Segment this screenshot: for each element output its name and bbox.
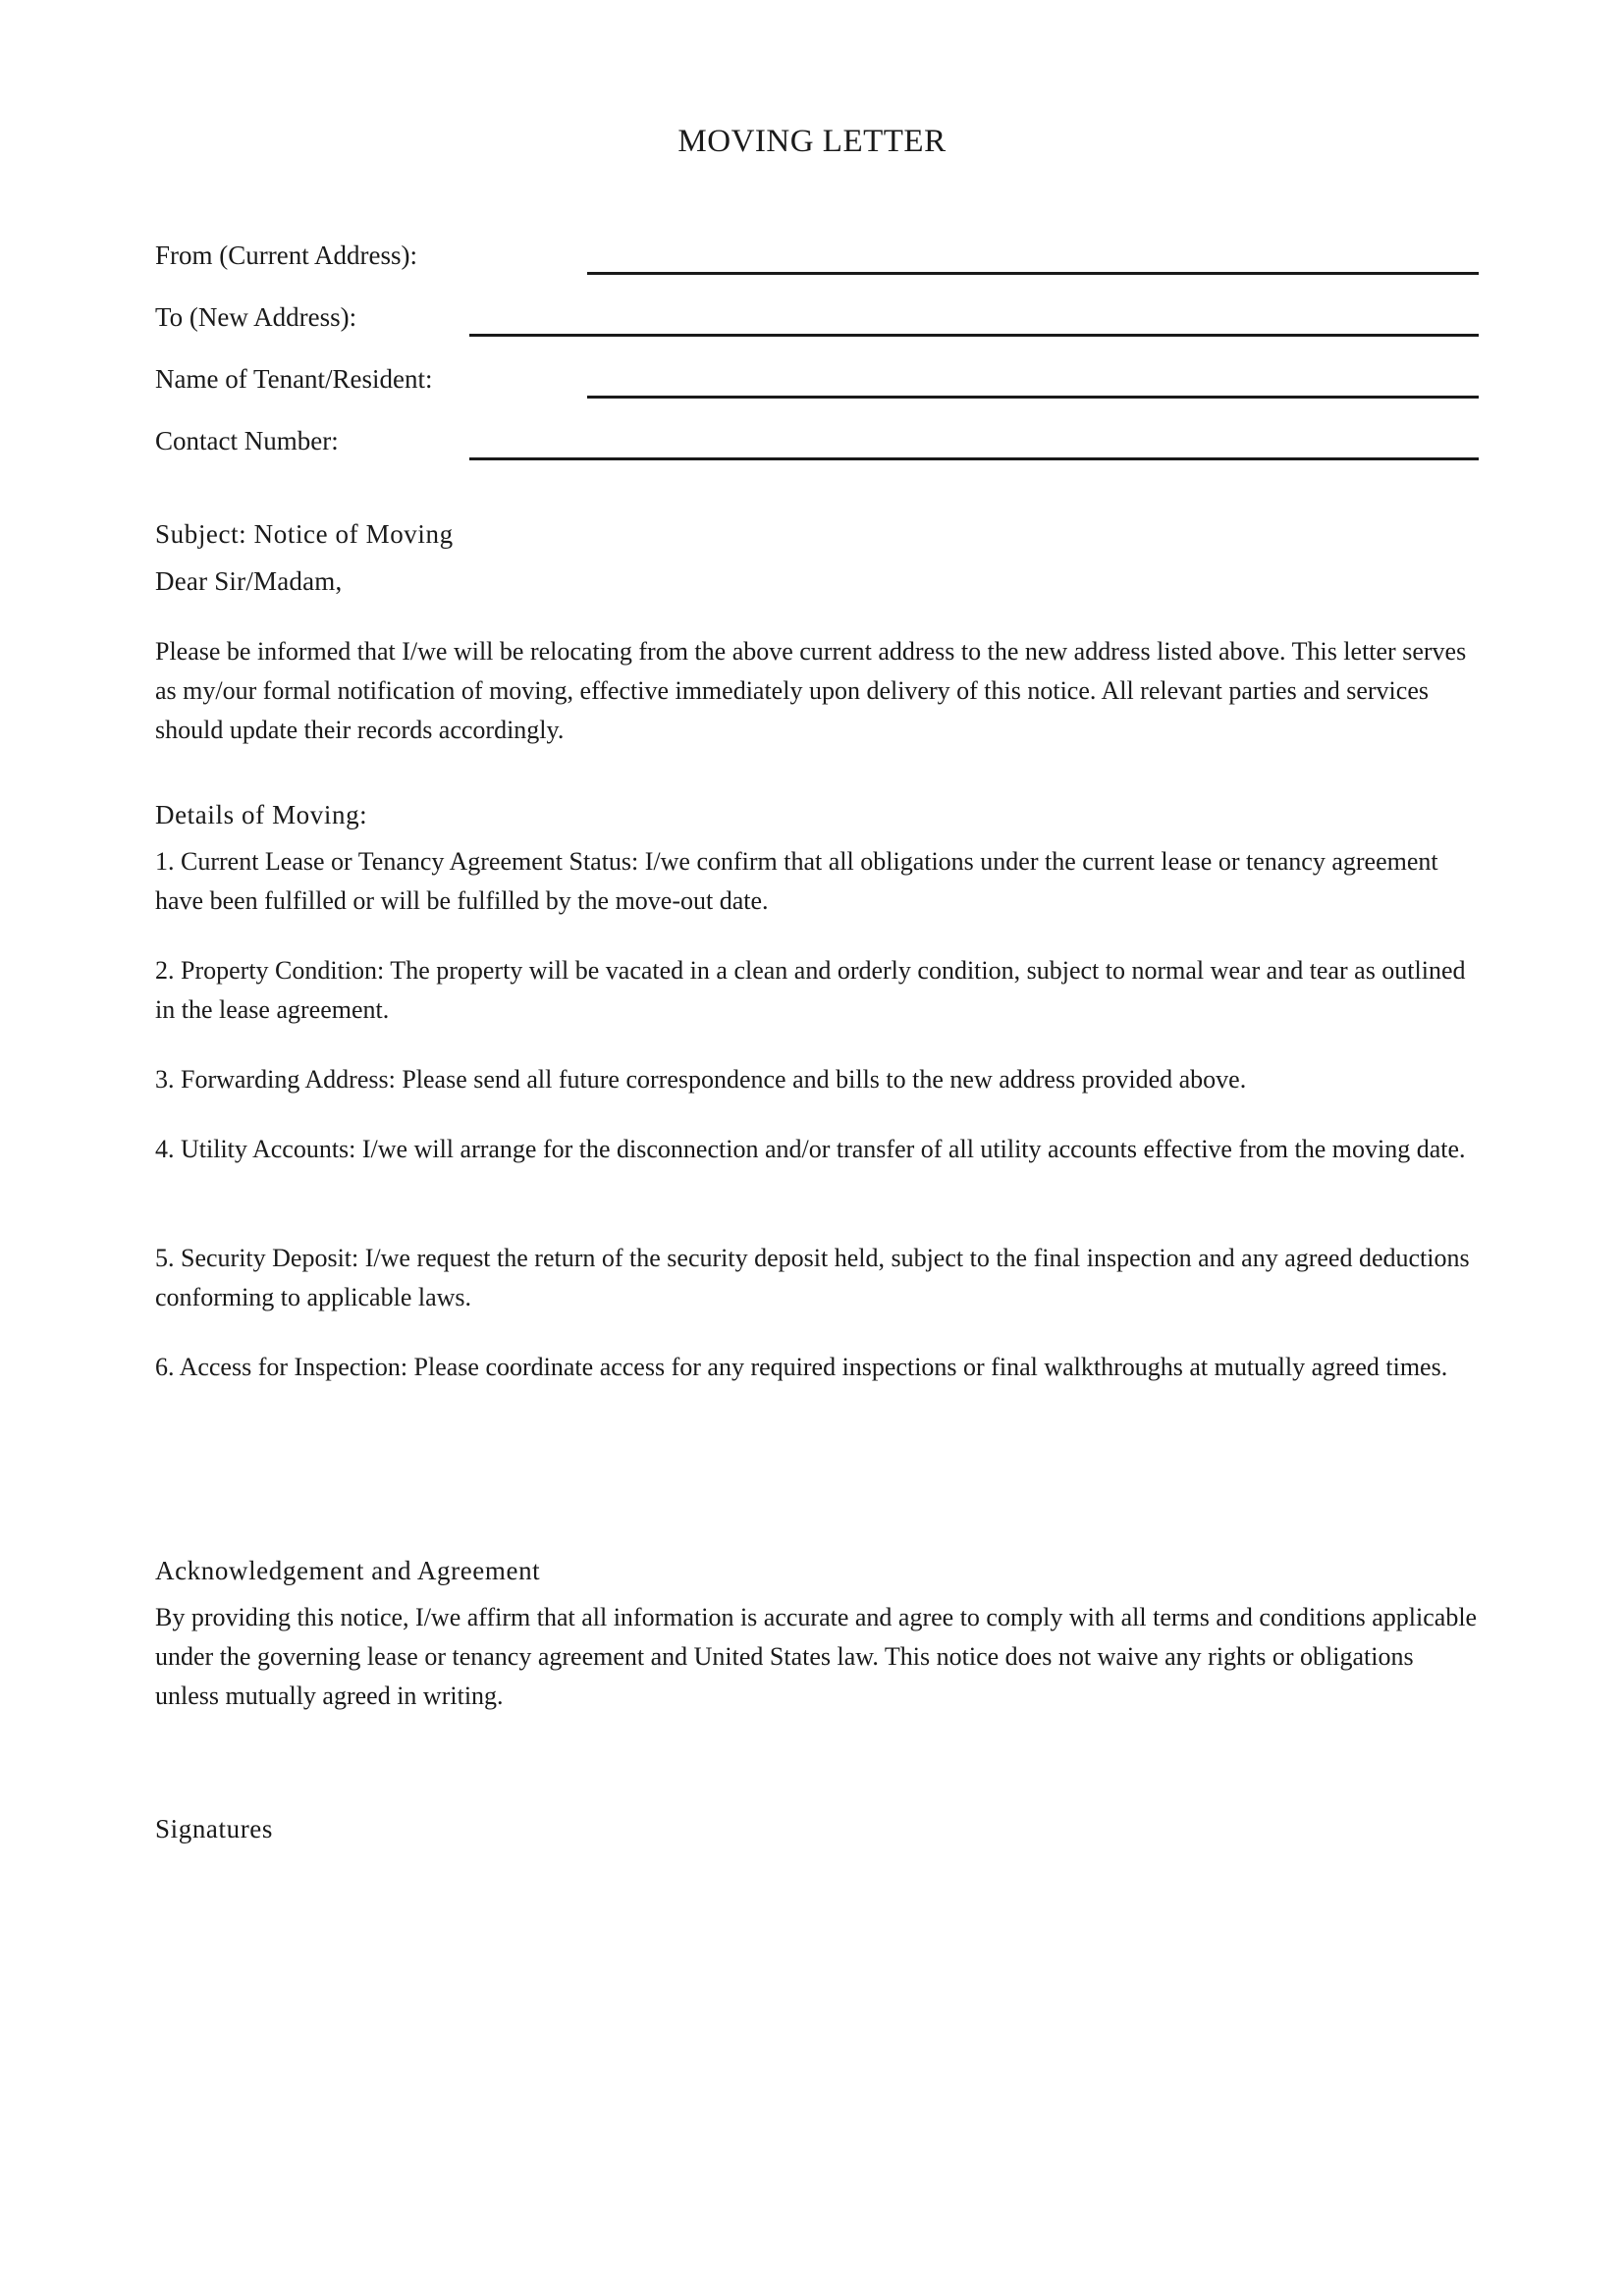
field-label-contact: Contact Number:: [155, 426, 339, 455]
field-line-tenant[interactable]: [587, 396, 1479, 399]
details-item-1: 1. Current Lease or Tenancy Agreement Status: I/we confirm that all obligations under the current lease or tenancy agreement have been fulfilled or will be fulfilled by the move-out date.: [155, 847, 1438, 915]
details-item-4: 4. Utility Accounts: I/we will arrange for the disconnection and/or transfer of all utility accounts effective from the moving date.: [155, 1135, 1466, 1163]
field-to-address: [155, 297, 1479, 337]
details-item-6: 6. Access for Inspection: Please coordinate access for any required inspections or final walkthroughs at mutually agreed times.: [155, 1353, 1448, 1381]
field-from-address: [155, 236, 1479, 275]
field-label-to: To (New Address):: [155, 302, 357, 332]
details-item-3: 3. Forwarding Address: Please send all future correspondence and bills to the new address provided above.: [155, 1065, 1247, 1094]
acknowledgement-paragraph: By providing this notice, I/we affirm that all information is accurate and agree to comply with all terms and conditions applicable under the governing lease or tenancy agreement and United States law. This notice does not waive any rights or obligations unless mutually agreed in writing.: [155, 1603, 1478, 1710]
signatures-heading: Signatures: [155, 1814, 273, 1843]
intro-paragraph: Please be informed that I/we will be relocating from the above current address to the new address listed above. This letter serves as my/our formal notification of moving, effective immediately upon delivery of this notice. All relevant parties and services should update their records accordingly.: [155, 637, 1467, 744]
field-line-to[interactable]: [469, 334, 1479, 337]
field-line-contact[interactable]: [469, 457, 1479, 460]
field-contact-number: [155, 421, 1479, 460]
field-label-tenant: Name of Tenant/Resident:: [155, 364, 433, 394]
subject-line: Subject: Notice of Moving: [155, 519, 454, 549]
details-item-2: 2. Property Condition: The property will be vacated in a clean and orderly condition, subject to normal wear and tear as outlined in the lease agreement.: [155, 956, 1466, 1024]
details-heading: Details of Moving:: [155, 800, 368, 829]
field-line-from[interactable]: [587, 272, 1479, 275]
acknowledgement-heading: Acknowledgement and Agreement: [155, 1556, 541, 1585]
document-title: MOVING LETTER: [677, 124, 947, 159]
salutation: Dear Sir/Madam,: [155, 566, 343, 596]
field-tenant-name: [155, 359, 1479, 399]
field-label-from: From (Current Address):: [155, 240, 417, 270]
details-item-5: 5. Security Deposit: I/we request the return of the security deposit held, subject to the final inspection and any agreed deductions conforming to applicable laws.: [155, 1244, 1470, 1311]
